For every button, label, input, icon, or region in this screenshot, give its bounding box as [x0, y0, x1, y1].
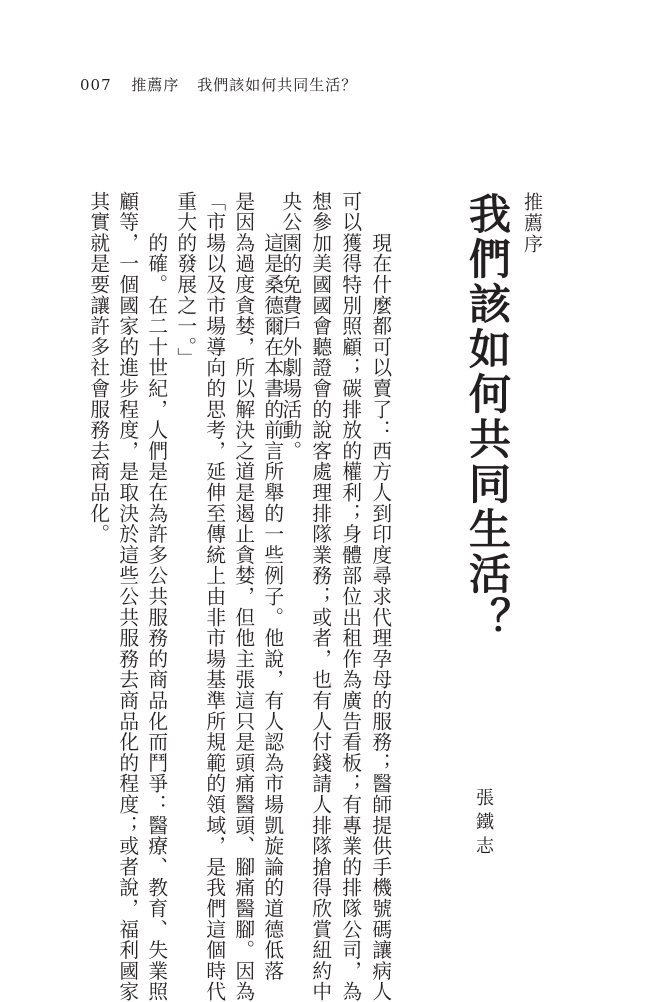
body-column: 重大的發展之一。」	[173, 191, 197, 369]
section-label: 推薦序	[521, 192, 543, 255]
body-column: 是因為過度貪婪，所以解決之道是遏止貪婪，但他主張這只是頭痛醫頭、腳痛醫腳。因為	[231, 191, 255, 1002]
body-column: 顧等，一個國家的進步程度，是取決於這些公共服務去商品化的程度；或者說，福利國家	[115, 191, 139, 1002]
body-column: 這是桑德爾在本書的前言所舉的一些例子。他說，有人認為市場凱旋論的道德低落	[260, 191, 284, 982]
page-number: 007	[80, 76, 112, 94]
running-head	[80, 74, 357, 95]
running-head-title: 我們該如何共同生活？	[197, 76, 358, 94]
author-name: 張鐵志	[473, 788, 494, 860]
body-column: 現在什麼都可以賣了：西方人到印度尋求代理孕母的服務；醫師提供手機號碼讓病人	[368, 191, 392, 1002]
body-column: 想參加美國國會聽證會的說客處理排隊業務；或者，也有人付錢請人排隊搶得欣賞紐約中	[308, 191, 332, 1002]
body-column: 其實就是要讓許多社會服務去商品化。	[86, 191, 110, 545]
body-column: 央公園的免費戶外劇場活動。	[278, 191, 302, 462]
running-head-section: 推薦序	[131, 76, 180, 94]
body-column: 的確。在二十世紀，人們是在為許多公共服務的商品化而鬥爭：醫療、教育、失業照	[144, 191, 168, 1002]
body-column: 「市場以及市場導向的思考，延伸至傳統上由非市場基準所規範的領域，是我們這個時代	[202, 191, 226, 1002]
body-column: 可以獲得特別照顧；碳排放的權利；身體部位出租作為廣告看板；有專業的排隊公司，為	[338, 191, 362, 1002]
chapter-title: 我們該如何共同生活？	[463, 192, 512, 642]
